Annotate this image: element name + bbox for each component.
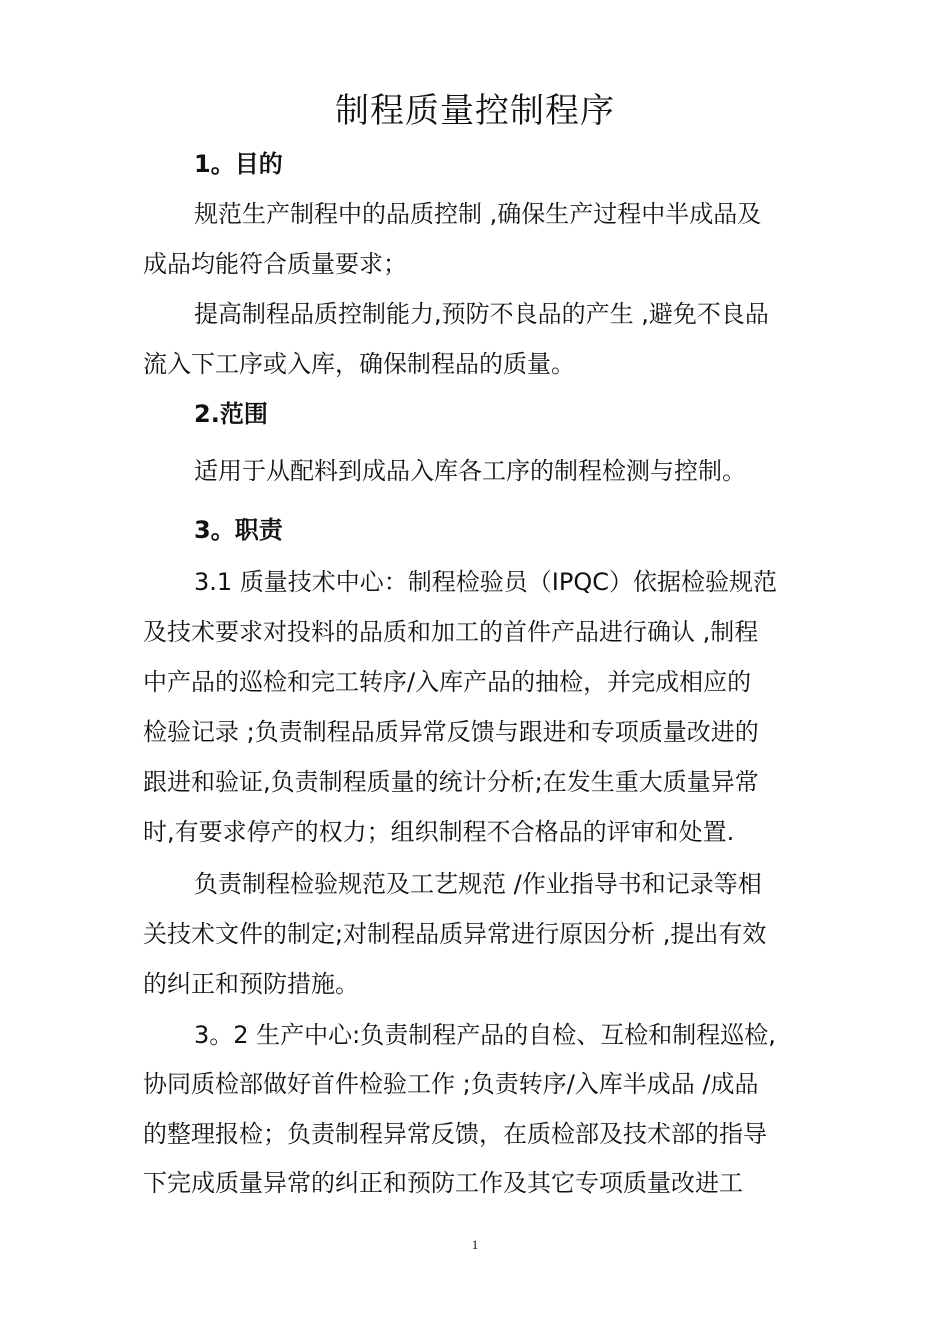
paragraph-line: 规范生产制程中的品质控制 ,确保生产过程中半成品及 [194, 200, 762, 228]
paragraph-line: 适用于从配料到成品入库各工序的制程检测与控制。 [194, 457, 746, 485]
section-heading-scope: 2.范围 [194, 400, 268, 428]
paragraph-line: 的纠正和预防措施。 [143, 970, 359, 998]
section-heading-purpose: 1。目的 [194, 150, 283, 178]
paragraph-line: 检验记录 ;负责制程品质异常反馈与跟进和专项质量改进的 [143, 718, 759, 746]
paragraph-line: 负责制程检验规范及工艺规范 /作业指导书和记录等相 [194, 870, 762, 898]
paragraph-line: 跟进和验证,负责制程质量的统计分析;在发生重大质量异常 [143, 768, 759, 796]
paragraph-line: 成品均能符合质量要求； [143, 250, 407, 278]
paragraph-line: 提高制程品质控制能力,预防不良品的产生 ,避免不良品 [194, 300, 769, 328]
paragraph-line: 3.1 质量技术中心：制程检验员（IPQC）依据检验规范 [194, 568, 777, 596]
paragraph-line: 的整理报检；负责制程异常反馈，在质检部及技术部的指导 [143, 1120, 767, 1148]
page-number: 1 [471, 1237, 479, 1252]
paragraph-line: 关技术文件的制定;对制程品质异常进行原因分析 ,提出有效 [143, 920, 767, 948]
paragraph-line: 时,有要求停产的权力；组织制程不合格品的评审和处置. [143, 818, 735, 846]
paragraph-line: 协同质检部做好首件检验工作 ;负责转序/入库半成品 /成品 [143, 1070, 759, 1098]
section-heading-responsibilities: 3。职责 [194, 516, 283, 544]
paragraph-line: 中产品的巡检和完工转序/入库产品的抽检，并完成相应的 [143, 668, 752, 696]
paragraph-line: 流入下工序或入库，确保制程品的质量。 [143, 350, 575, 378]
document-title: 制程质量控制程序 [335, 91, 615, 131]
paragraph-line: 下完成质量异常的纠正和预防工作及其它专项质量改进工 [143, 1169, 743, 1197]
paragraph-line: 及技术要求对投料的品质和加工的首件产品进行确认 ,制程 [143, 618, 759, 646]
paragraph-line: 3。2 生产中心:负责制程产品的自检、互检和制程巡检, [194, 1021, 776, 1049]
